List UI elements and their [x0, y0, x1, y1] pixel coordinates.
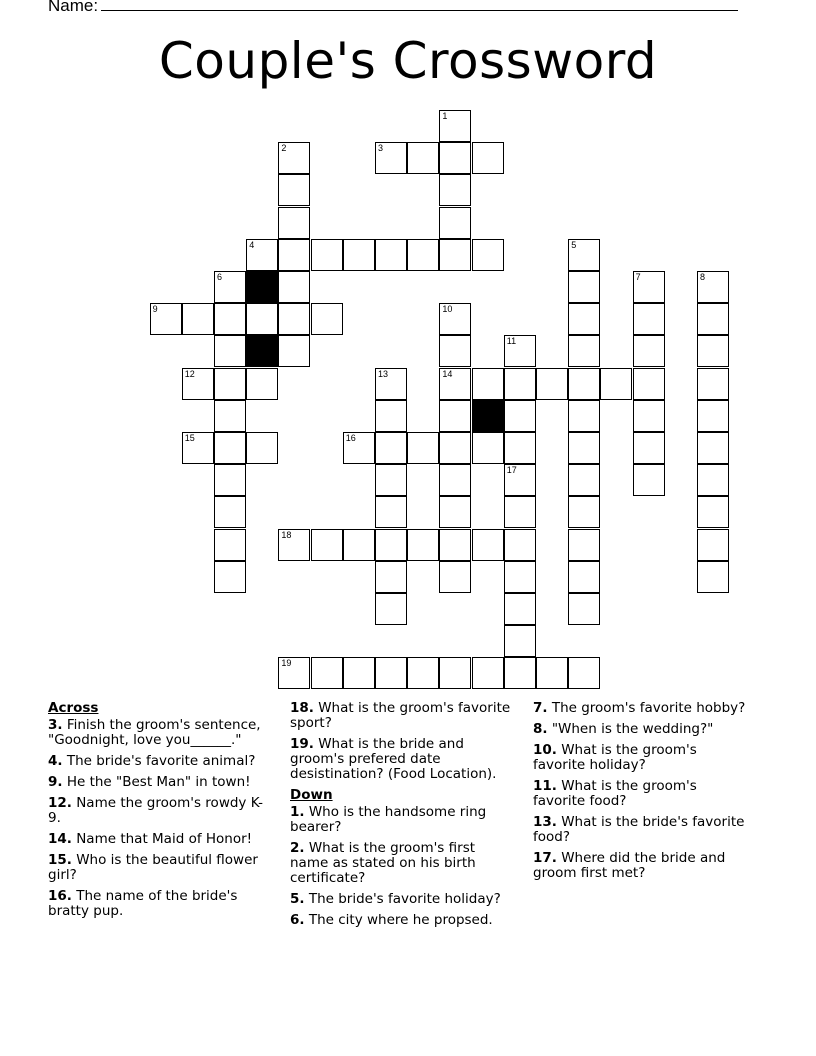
grid-cell[interactable] — [439, 400, 471, 432]
grid-cell[interactable] — [504, 657, 536, 689]
cell-number: 6 — [217, 272, 223, 282]
cell-number: 18 — [281, 529, 292, 540]
grid-cell[interactable] — [278, 271, 310, 303]
grid-cell[interactable] — [182, 432, 214, 464]
grid-cell[interactable] — [214, 303, 246, 335]
grid-cell[interactable] — [278, 657, 310, 689]
clue-text: The bride's favorite animal? — [62, 753, 256, 769]
grid-cell[interactable] — [375, 529, 407, 561]
name-underline[interactable] — [101, 0, 738, 11]
clue-item — [48, 853, 268, 883]
grid-cell[interactable] — [311, 529, 343, 561]
grid-cell[interactable] — [472, 657, 504, 689]
grid-cell[interactable] — [697, 400, 729, 432]
grid-cell[interactable] — [439, 464, 471, 496]
cell-number: 15 — [184, 433, 195, 443]
clue-text: Where did the bride and groom first met? — [533, 850, 726, 881]
clue-number: 9. — [48, 774, 63, 790]
down-heading: Down — [290, 787, 333, 803]
grid-cell[interactable] — [600, 368, 632, 400]
clue-item — [290, 841, 515, 886]
clue-number: 14. — [48, 831, 72, 847]
clue-item — [290, 892, 515, 907]
grid-cell[interactable] — [214, 400, 246, 432]
grid-cell[interactable] — [375, 432, 407, 464]
grid-cell[interactable] — [214, 335, 246, 367]
cell-number: 13 — [378, 368, 389, 379]
clue-number: 1. — [290, 804, 305, 820]
clue-text: The name of the bride's bratty pup. — [48, 888, 238, 919]
grid-cell[interactable] — [182, 303, 214, 335]
grid-cell[interactable] — [375, 496, 407, 528]
grid-cell[interactable] — [472, 529, 504, 561]
grid-cell[interactable] — [439, 207, 471, 239]
grid-cell[interactable] — [375, 593, 407, 625]
grid-cell[interactable] — [246, 432, 278, 464]
grid-cell[interactable] — [278, 207, 310, 239]
clue-number: 18. — [290, 700, 314, 716]
grid-cell[interactable] — [439, 335, 471, 367]
grid-cell[interactable] — [697, 561, 729, 593]
grid-cell[interactable] — [504, 432, 536, 464]
grid-cell[interactable] — [568, 303, 600, 335]
cell-number: 10 — [442, 304, 453, 315]
cell-number: 1 — [442, 111, 448, 121]
page-title: Couple's Crossword — [158, 32, 658, 90]
grid-cell[interactable] — [504, 496, 536, 528]
grid-cell[interactable] — [278, 529, 310, 561]
grid-cell[interactable] — [504, 593, 536, 625]
grid-block — [246, 335, 278, 367]
cell-number: 3 — [378, 143, 384, 154]
clue-text: The groom's favorite hobby? — [547, 700, 746, 716]
grid-cell[interactable] — [568, 239, 600, 271]
grid-cell[interactable] — [633, 464, 665, 496]
grid-cell[interactable] — [633, 271, 665, 303]
cell-number: 14 — [442, 368, 453, 379]
grid-cell[interactable] — [439, 303, 471, 335]
clue-text: What is the bride and groom's prefered date desistination? (Food Location). — [290, 736, 497, 782]
clue-item — [533, 851, 748, 881]
clue-text: "When is the wedding?" — [547, 721, 714, 737]
clue-number: 17. — [533, 850, 557, 866]
grid-cell[interactable] — [311, 239, 343, 271]
clue-item — [48, 754, 268, 769]
grid-cell[interactable] — [568, 529, 600, 561]
clue-text: He the "Best Man" in town! — [62, 774, 251, 790]
grid-cell[interactable] — [504, 335, 536, 367]
grid-cell[interactable] — [568, 657, 600, 689]
grid-cell[interactable] — [697, 464, 729, 496]
grid-cell[interactable] — [214, 496, 246, 528]
grid-cell[interactable] — [697, 303, 729, 335]
cell-number: 4 — [249, 239, 255, 250]
across-heading: Across — [48, 700, 99, 716]
clue-text: What is the groom's favorite holiday? — [533, 742, 697, 773]
grid-cell[interactable] — [504, 561, 536, 593]
grid-cell[interactable] — [568, 368, 600, 400]
grid-cell[interactable] — [633, 303, 665, 335]
grid-cell[interactable] — [439, 142, 471, 174]
grid-cell[interactable] — [568, 593, 600, 625]
grid-cell[interactable] — [439, 657, 471, 689]
grid-cell[interactable] — [536, 368, 568, 400]
clue-number: 8. — [533, 721, 548, 737]
clue-text: What is the groom's first name as stated on his birth certificate? — [290, 840, 476, 886]
cell-number: 7 — [635, 272, 641, 282]
grid-cell[interactable] — [375, 239, 407, 271]
grid-cell[interactable] — [214, 529, 246, 561]
clue-number: 6. — [290, 912, 305, 928]
grid-cell[interactable] — [375, 368, 407, 400]
clue-item — [533, 722, 748, 737]
grid-cell[interactable] — [568, 464, 600, 496]
cell-number: 8 — [700, 272, 706, 282]
grid-cell[interactable] — [472, 432, 504, 464]
grid-cell[interactable] — [697, 432, 729, 464]
clue-item — [48, 775, 268, 790]
clue-text: The bride's favorite holiday? — [304, 891, 501, 907]
cell-number: 12 — [184, 368, 195, 379]
grid-cell[interactable] — [343, 657, 375, 689]
grid-cell[interactable] — [439, 496, 471, 528]
cell-number: 17 — [506, 465, 517, 476]
grid-cell[interactable] — [568, 432, 600, 464]
grid-cell[interactable] — [439, 529, 471, 561]
grid-cell[interactable] — [697, 368, 729, 400]
grid-cell[interactable] — [375, 400, 407, 432]
clue-text: The city where he propsed. — [304, 912, 493, 928]
clue-item — [533, 779, 748, 809]
name-label: Name: — [48, 0, 99, 15]
grid-cell[interactable] — [214, 432, 246, 464]
grid-cell[interactable] — [568, 335, 600, 367]
grid-cell[interactable] — [246, 303, 278, 335]
grid-block — [246, 271, 278, 303]
grid-cell[interactable] — [311, 303, 343, 335]
clues-column-1 — [48, 701, 268, 925]
grid-cell[interactable] — [150, 303, 182, 335]
clue-text: What is the groom's favorite food? — [533, 778, 697, 809]
grid-cell[interactable] — [214, 561, 246, 593]
clue-number: 3. — [48, 717, 63, 733]
grid-cell[interactable] — [375, 464, 407, 496]
grid-cell[interactable] — [311, 657, 343, 689]
clue-text: Finish the groom's sentence, "Goodnight, love you______." — [48, 717, 261, 748]
clue-number: 7. — [533, 700, 548, 716]
clue-item — [533, 743, 748, 773]
grid-cell[interactable] — [504, 464, 536, 496]
grid-cell[interactable] — [472, 142, 504, 174]
grid-cell[interactable] — [375, 142, 407, 174]
clue-number: 4. — [48, 753, 63, 769]
grid-cell[interactable] — [278, 303, 310, 335]
grid-cell[interactable] — [633, 368, 665, 400]
grid-cell[interactable] — [697, 335, 729, 367]
clue-item — [533, 815, 748, 845]
clue-item — [290, 737, 515, 782]
name-field[interactable] — [48, 0, 738, 16]
cell-number: 11 — [506, 336, 517, 347]
grid-cell[interactable] — [633, 432, 665, 464]
grid-cell[interactable] — [568, 400, 600, 432]
grid-cell[interactable] — [439, 174, 471, 206]
cell-number: 2 — [281, 143, 287, 154]
clue-number: 10. — [533, 742, 557, 758]
grid-cell[interactable] — [697, 271, 729, 303]
clue-number: 15. — [48, 852, 72, 868]
grid-cell[interactable] — [278, 142, 310, 174]
grid-cell[interactable] — [568, 271, 600, 303]
grid-cell[interactable] — [697, 529, 729, 561]
grid-cell[interactable] — [439, 110, 471, 142]
cell-number: 16 — [345, 433, 356, 443]
grid-cell[interactable] — [504, 529, 536, 561]
clue-item — [48, 832, 268, 847]
clue-number: 12. — [48, 795, 72, 811]
clues-column-2 — [290, 701, 515, 934]
grid-cell[interactable] — [278, 239, 310, 271]
grid-cell[interactable] — [407, 432, 439, 464]
grid-cell[interactable] — [536, 657, 568, 689]
grid-cell[interactable] — [504, 400, 536, 432]
grid-cell[interactable] — [278, 174, 310, 206]
grid-cell[interactable] — [343, 432, 375, 464]
grid-cell[interactable] — [182, 368, 214, 400]
grid-cell[interactable] — [697, 496, 729, 528]
clue-item — [48, 796, 268, 826]
grid-block — [472, 400, 504, 432]
grid-cell[interactable] — [504, 625, 536, 657]
clue-item — [533, 701, 748, 716]
grid-cell[interactable] — [407, 657, 439, 689]
grid-cell[interactable] — [439, 368, 471, 400]
clue-item — [48, 889, 268, 919]
cell-number: 5 — [571, 239, 577, 250]
clue-number: 2. — [290, 840, 305, 856]
grid-cell[interactable] — [343, 529, 375, 561]
clue-text: What is the groom's favorite sport? — [290, 700, 511, 731]
clue-text: What is the bride's favorite food? — [533, 814, 745, 845]
grid-cell[interactable] — [439, 432, 471, 464]
clue-number: 16. — [48, 888, 72, 904]
clue-text: Who is the handsome ring bearer? — [290, 804, 487, 835]
clue-number: 19. — [290, 736, 314, 752]
cell-number: 9 — [152, 304, 158, 315]
grid-cell[interactable] — [439, 561, 471, 593]
clue-text: Who is the beautiful flower girl? — [48, 852, 258, 883]
grid-cell[interactable] — [246, 368, 278, 400]
clue-item — [290, 913, 515, 928]
clues-column-3 — [533, 701, 748, 887]
grid-cell[interactable] — [375, 657, 407, 689]
clue-number: 5. — [290, 891, 305, 907]
clue-number: 13. — [533, 814, 557, 830]
grid-cell[interactable] — [214, 464, 246, 496]
grid-cell[interactable] — [343, 239, 375, 271]
grid-cell[interactable] — [214, 368, 246, 400]
grid-cell[interactable] — [633, 335, 665, 367]
clue-number: 11. — [533, 778, 557, 794]
grid-cell[interactable] — [568, 561, 600, 593]
clue-item — [48, 718, 268, 748]
clue-item — [290, 701, 515, 731]
clue-text: Name the groom's rowdy K-9. — [48, 795, 264, 826]
grid-cell[interactable] — [407, 142, 439, 174]
grid-cell[interactable] — [214, 271, 246, 303]
grid-cell[interactable] — [568, 496, 600, 528]
grid-cell[interactable] — [246, 239, 278, 271]
grid-cell[interactable] — [472, 239, 504, 271]
grid-cell[interactable] — [504, 368, 536, 400]
grid-cell[interactable] — [407, 239, 439, 271]
grid-cell[interactable] — [407, 529, 439, 561]
grid-cell[interactable] — [375, 561, 407, 593]
grid-cell[interactable] — [633, 400, 665, 432]
clue-item — [290, 805, 515, 835]
grid-cell[interactable] — [472, 368, 504, 400]
clue-text: Name that Maid of Honor! — [71, 831, 253, 847]
grid-cell[interactable] — [278, 335, 310, 367]
cell-number: 19 — [281, 658, 292, 669]
grid-cell[interactable] — [439, 239, 471, 271]
